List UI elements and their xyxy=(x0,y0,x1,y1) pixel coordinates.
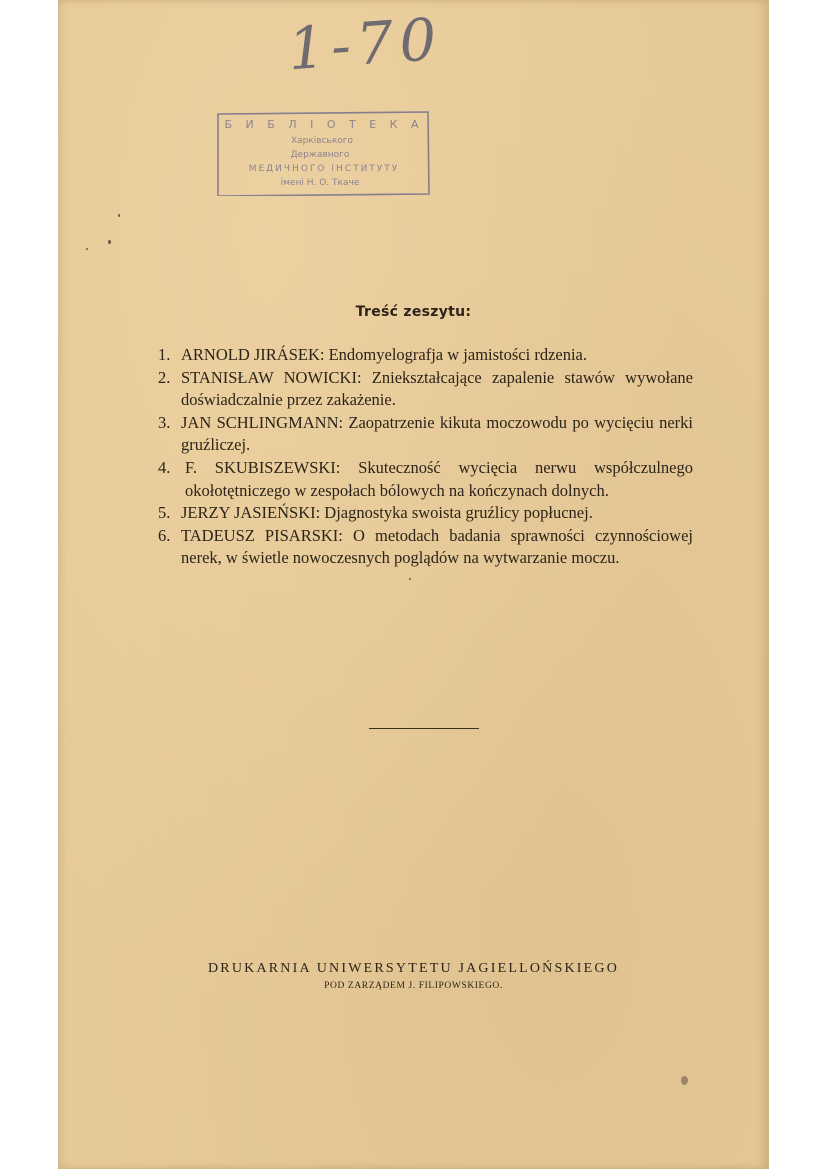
toc-item-number: 2. xyxy=(158,367,171,387)
toc-item xyxy=(158,457,693,502)
toc-item-number: 1. xyxy=(158,345,171,364)
toc-item xyxy=(158,525,693,570)
toc-title: Treść zeszytu: xyxy=(355,304,472,320)
toc-item-text: STANISŁAW NOWICKI: Zniekształcające zapalenie stawów wywołane doświadczalnie przez zakażenie. xyxy=(181,367,693,410)
stamp-line: Б И Б Л І О Т Е К А xyxy=(224,118,424,131)
stamp-line: МЕДИЧНОГО ІНСТИТУТУ xyxy=(248,164,400,174)
stamp-line: Державного xyxy=(290,150,350,160)
toc-item xyxy=(158,412,693,457)
toc-item xyxy=(158,502,693,525)
table-of-contents xyxy=(158,344,693,570)
handwritten-catalog-number: 1-70 xyxy=(285,4,445,84)
stamp-line: імені Н. О. Ткаче xyxy=(280,178,360,188)
toc-item-number: 3. xyxy=(158,412,171,432)
toc-item-number: 5. xyxy=(158,503,171,523)
divider-rule xyxy=(369,728,479,729)
toc-item-text: JAN SCHLINGMANN: Zaopatrzenie kikuta moczowodu po wycięciu nerki gruźliczej. xyxy=(181,412,693,455)
toc-item-number: 4. xyxy=(158,457,171,477)
stamp-line: Харківського xyxy=(290,136,354,146)
printer-imprint: DRUKARNIA UNIWERSYTETU JAGIELLOŃSKIEGO xyxy=(207,961,619,976)
scan-margin-left xyxy=(0,0,58,1169)
toc-item-text: F. SKUBISZEWSKI: Skuteczność wycięcia nerwu współczulnego okołotętniczego w zespołach bólowych na kończynach dolnych. xyxy=(185,457,693,500)
toc-item-text: ARNOLD JIRÁSEK: Endomyelografja w jamistości rdzenia. xyxy=(181,345,588,364)
toc-item-number: 6. xyxy=(158,525,171,545)
toc-item xyxy=(158,344,693,367)
toc-item-text: TADEUSZ PISARSKI: O metodach badania sprawności czynnościowej nerek, w świetle nowoczesnych poglądów na wytwarzanie moczu. xyxy=(181,525,693,568)
toc-item-text: JERZY JASIEŃSKI: Djagnostyka swoista gruźlicy popłucnej. xyxy=(181,503,593,523)
toc-item xyxy=(158,367,693,412)
scan-margin-right xyxy=(769,0,827,1169)
printer-imprint-subline: POD ZARZĄDEM J. FILIPOWSKIEGO. xyxy=(324,981,503,991)
library-stamp xyxy=(214,110,431,196)
